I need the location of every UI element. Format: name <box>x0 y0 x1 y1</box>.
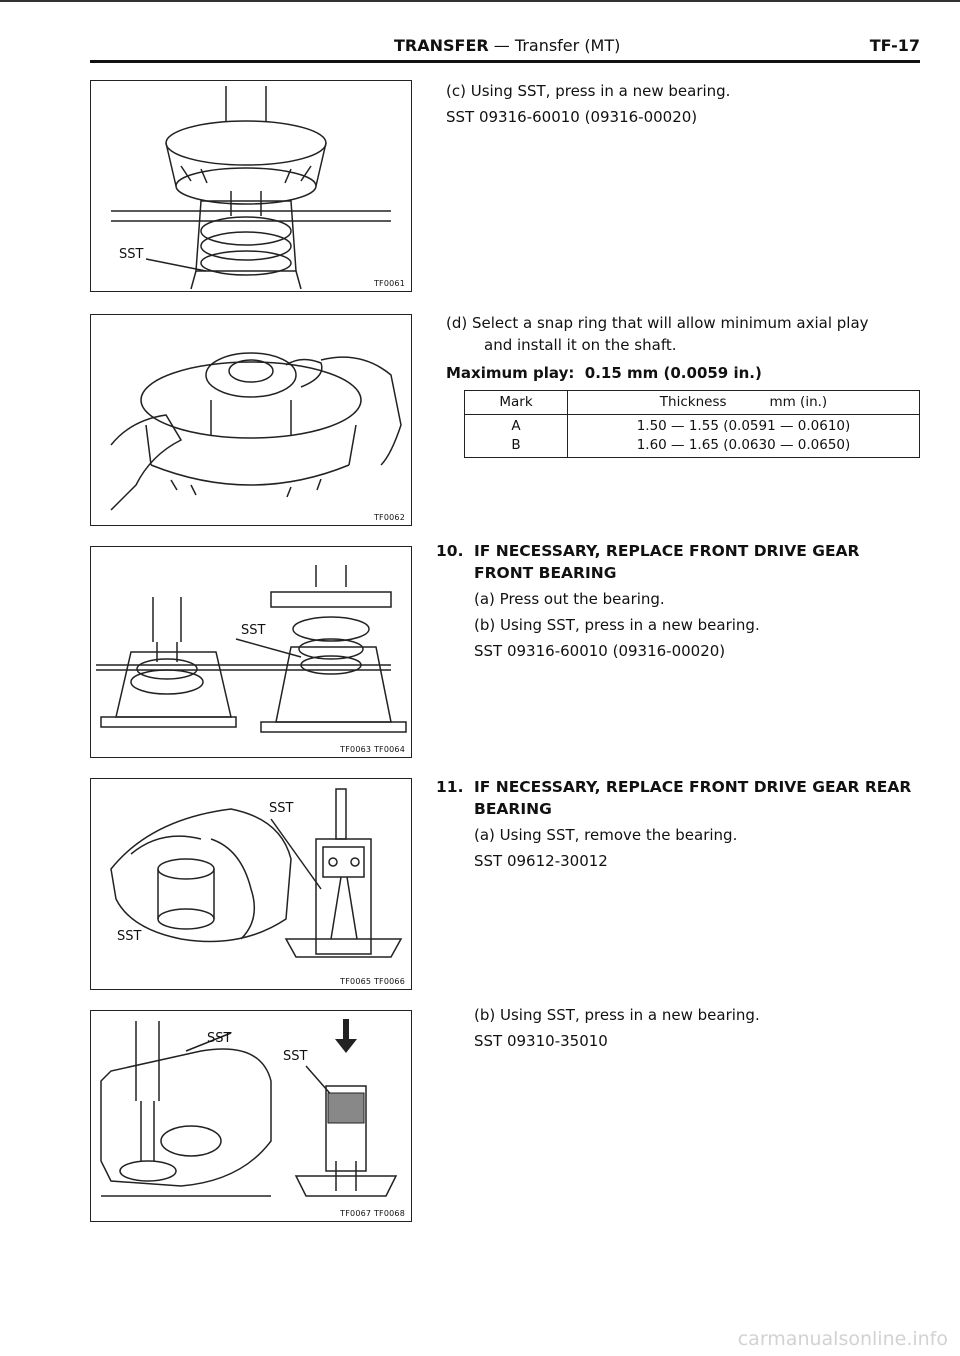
figure-tf0067-tf0068 <box>90 1010 412 1222</box>
step-10-sst: SST 09316-60010 (09316-00020) <box>474 642 726 660</box>
figure-tf0065-tf0066 <box>90 778 412 990</box>
table-values-cell: 1.50 — 1.55 (0.0591 — 0.0610) 1.60 — 1.65 (0.0630 — 0.0650) <box>568 415 920 458</box>
table-marks-cell: A B <box>465 415 568 458</box>
watermark: carmanualsonline.info <box>737 1328 948 1350</box>
figure-tf0065-sst-label-top: SST <box>269 801 294 816</box>
figure-tf0061-sst-label: SST <box>119 247 144 262</box>
table-header-thickness <box>568 391 920 415</box>
figure-tf0067-sst-label-left: SST <box>207 1031 232 1046</box>
figure-tf0065-drawing <box>91 779 411 989</box>
table-header-thickness-label: Thickness <box>659 394 727 410</box>
figure-tf0067-code: TF0067 TF0068 <box>340 1209 405 1218</box>
table-header-mark: Mark <box>465 391 568 415</box>
step-11-sst-1: SST 09612-30012 <box>474 852 608 870</box>
figure-tf0067-sst-label-right: SST <box>283 1049 308 1064</box>
table-header-row <box>465 391 920 415</box>
table-header-unit: mm (in.) <box>769 394 828 410</box>
figure-tf0062 <box>90 314 412 526</box>
step-11-sst-2: SST 09310-35010 <box>474 1032 608 1050</box>
figure-tf0061 <box>90 80 412 292</box>
max-play <box>446 362 762 384</box>
step-10-number: 10. <box>436 542 464 560</box>
max-play-value: 0.15 mm (0.0059 in.) <box>584 364 762 382</box>
step-10-heading: IF NECESSARY, REPLACE FRONT DRIVE GEAR FRONT BEARING <box>474 542 860 582</box>
step-c-sst: SST 09316-60010 (09316-00020) <box>446 108 698 126</box>
header-title-rest: — Transfer (MT) <box>488 36 621 55</box>
step-10-b: (b) Using SST, press in a new bearing. <box>474 616 760 634</box>
figure-tf0063-drawing <box>91 547 411 757</box>
step-c-text: (c) Using SST, press in a new bearing. <box>446 82 731 100</box>
step-11-a: (a) Using SST, remove the bearing. <box>474 826 738 844</box>
step-10-a: (a) Press out the bearing. <box>474 590 665 608</box>
figure-tf0062-drawing <box>91 315 411 525</box>
table-row <box>465 415 920 458</box>
max-play-label: Maximum play: <box>446 364 575 382</box>
step-11-heading: IF NECESSARY, REPLACE FRONT DRIVE GEAR REAR BEARING <box>474 778 912 818</box>
header-title <box>394 36 620 55</box>
figure-tf0067-drawing <box>91 1011 411 1221</box>
step-d-text-2: and install it on the shaft. <box>484 336 677 354</box>
page-number: TF-17 <box>869 36 920 55</box>
figure-tf0062-code: TF0062 <box>373 513 405 522</box>
figure-tf0065-code: TF0065 TF0066 <box>340 977 405 986</box>
figure-tf0061-code: TF0061 <box>373 279 405 288</box>
figure-tf0063-sst-label: SST <box>241 623 266 638</box>
step-11-b: (b) Using SST, press in a new bearing. <box>474 1006 760 1024</box>
header-title-bold: TRANSFER <box>394 36 489 55</box>
snap-ring-table <box>464 390 920 458</box>
step-11-number: 11. <box>436 778 464 796</box>
top-rule <box>0 0 960 8</box>
figure-tf0063-tf0064 <box>90 546 412 758</box>
figure-tf0065-sst-label-bottom: SST <box>117 929 142 944</box>
figure-tf0063-code: TF0063 TF0064 <box>340 745 405 754</box>
step-d-text-1: (d) Select a snap ring that will allow minimum axial play <box>446 314 869 332</box>
page-header <box>90 34 920 63</box>
